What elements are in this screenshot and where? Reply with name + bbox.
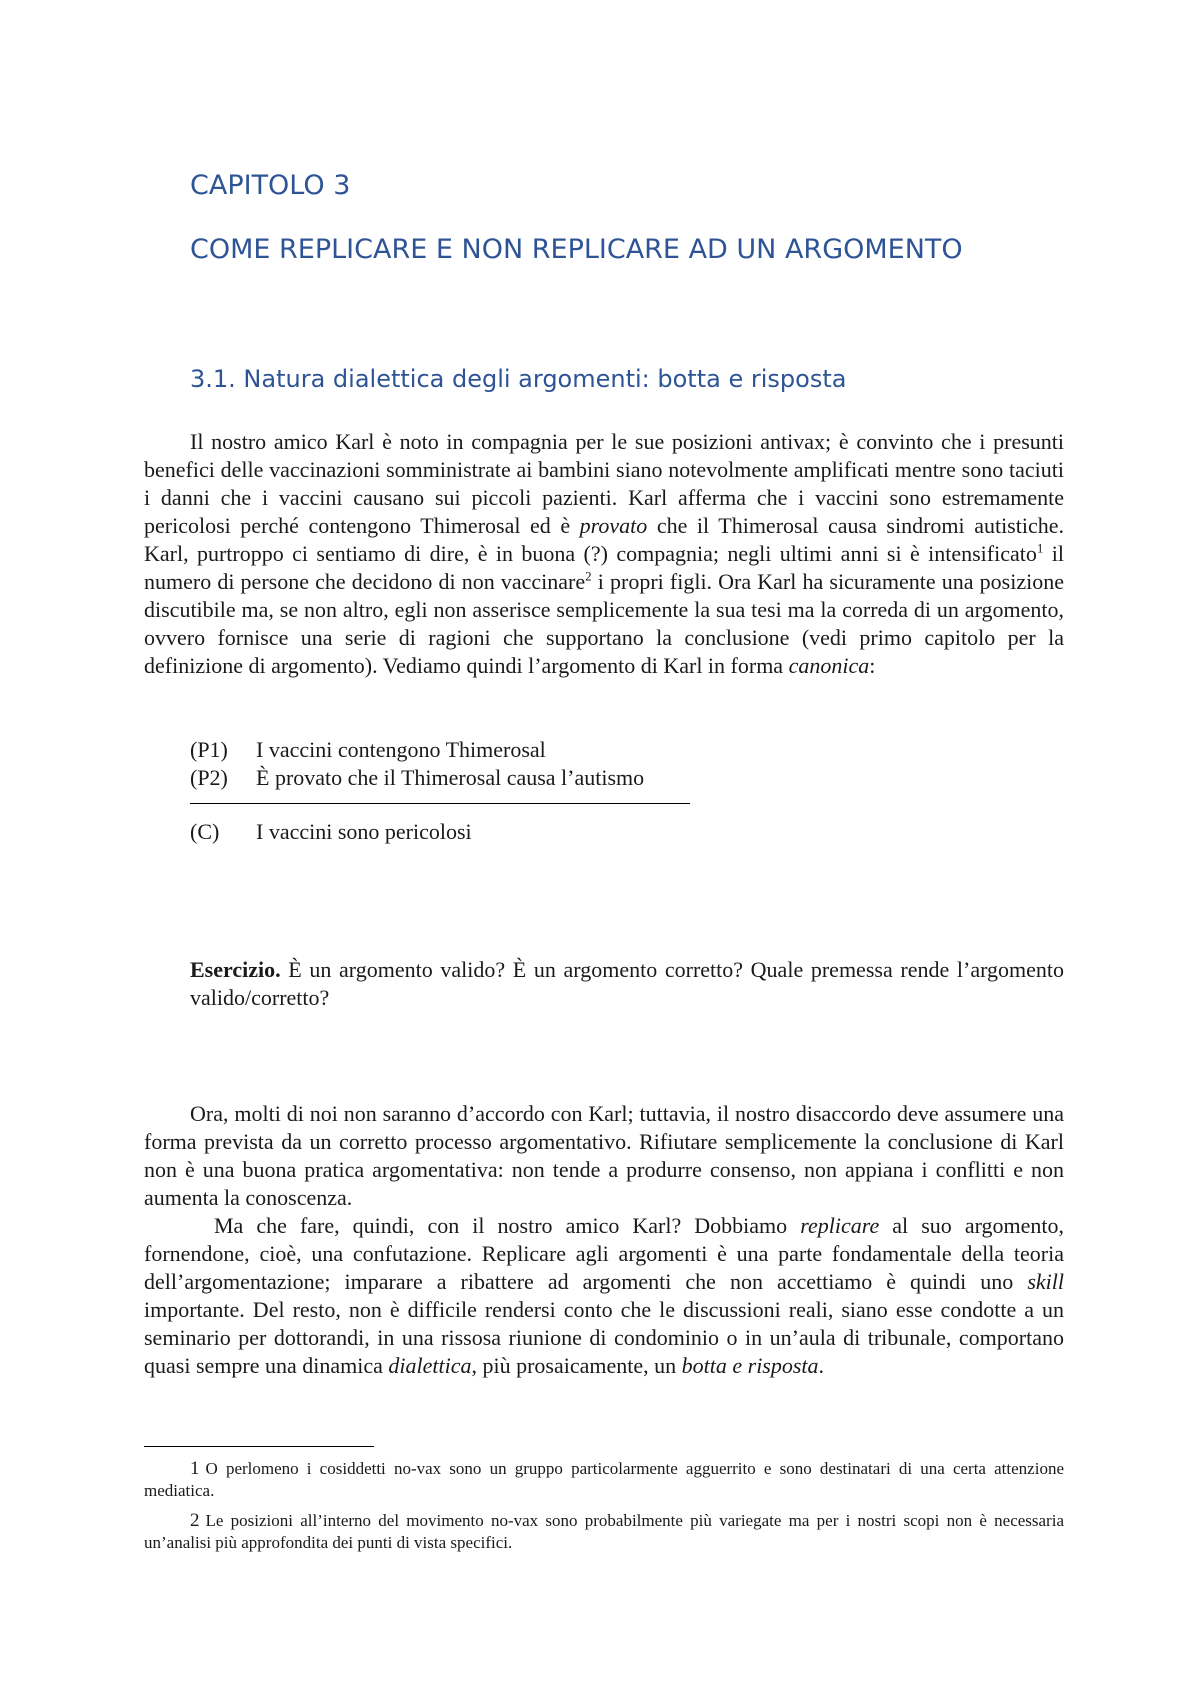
footnote-number: 1 [190, 1458, 200, 1479]
exercise-label: Esercizio. [190, 957, 281, 982]
footnote-ref-2[interactable]: 2 [585, 568, 592, 584]
emphasis-canonica: canonica [788, 653, 870, 678]
chapter-title: COME REPLICARE E NON REPLICARE AD UN ARGOMENTO [190, 234, 963, 265]
footnote-1 [144, 1458, 1064, 1502]
premise-p1 [190, 736, 546, 764]
body-paragraph-1: Ora, molti di noi non saranno d’accordo con Karl; tuttavia, il nostro disaccordo deve assumere una forma prevista da un corretto processo argomentativo. Rifiutare semplicemente la conclusione di Karl non è una buona pratica argomentativa: non tende a produrre consenso, non appiana i conflitti e non aumenta la conoscenza. [144, 1101, 1064, 1210]
exercise-text: È un argomento valido? È un argomento corretto? Quale premessa rende l’argomento valido/corretto? [190, 957, 1064, 1010]
footnote-text: Le posizioni all’interno del movimento no-vax sono probabilmente più variegate ma per i nostri scopi non è necessaria un’analisi più approfondita dei punti di vista specifici. [144, 1511, 1064, 1552]
footnote-2 [144, 1510, 1064, 1554]
body-paragraph-2: Ma che fare, quindi, con il nostro amico Karl? Dobbiamo replicare al suo argomento, fornendone, cioè, una confutazione. Replicare agli argomenti è una parte fondamentale della teoria dell’argomentazione; imparare a ribattere ad argomenti che non accettiamo è quindi uno skill importante. Del resto, non è difficile rendersi conto che le discussioni reali, siano esse condotte a un seminario per dottorandi, in una rissosa riunione di condominio o in un’aula di tribunale, comportano quasi sempre una dinamica dialettica, più prosaicamente, un botta e risposta. [144, 1213, 1064, 1378]
premise-text: È provato che il Thimerosal causa l’autismo [256, 765, 645, 790]
emphasis-provato: provato [579, 513, 648, 538]
inference-line [190, 803, 690, 804]
footnote-separator [144, 1446, 374, 1447]
premise-p2 [190, 764, 644, 792]
conclusion-label: (C) [190, 819, 220, 844]
exercise-box [190, 956, 1064, 1012]
chapter-number: CAPITOLO 3 [190, 170, 351, 201]
footnote-ref-1[interactable]: 1 [1036, 540, 1044, 556]
premise-label: (P2) [190, 765, 228, 790]
footnote-text: O perlomeno i cosiddetti no-vax sono un gruppo particolarmente agguerrito e sono destinatari di una certa attenzione mediatica. [144, 1459, 1064, 1500]
conclusion-text: I vaccini sono pericolosi [256, 819, 472, 844]
footnote-number: 2 [190, 1510, 200, 1531]
premise-label: (P1) [190, 737, 228, 762]
conclusion [190, 818, 472, 846]
premise-text: I vaccini contengono Thimerosal [256, 737, 546, 762]
intro-paragraph: Il nostro amico Karl è noto in compagnia per le sue posizioni antivax; è convinto che i presunti benefici delle vaccinazioni somministrate ai bambini siano notevolmente amplificati mentre sono taciuti i danni che i vaccini causano sui piccoli pazienti. Karl afferma che i vaccini sono estremamente pericolosi perché contengono Thimerosal ed è provato che il Thimerosal causa sindromi autistiche. Karl, purtroppo ci sentiamo di dire, è in buona (?) compagnia; negli ultimi anni si è intensificato$^1$ il numero di persone che decidono di non vaccinare$^2$ i propri figli. Ora Karl ha sicuramente una posizione discutibile ma, se non altro, egli non asserisce semplicemente la sua tesi ma la correda di un argomento, ovvero fornisce una serie di ragioni che supportano la conclusione (vedi primo capitolo per la definizione di argomento). Vediamo quindi l’argomento di Karl in forma canonica: [144, 429, 1064, 678]
section-title: 3.1. Natura dialettica degli argomenti: botta e risposta [190, 365, 847, 393]
